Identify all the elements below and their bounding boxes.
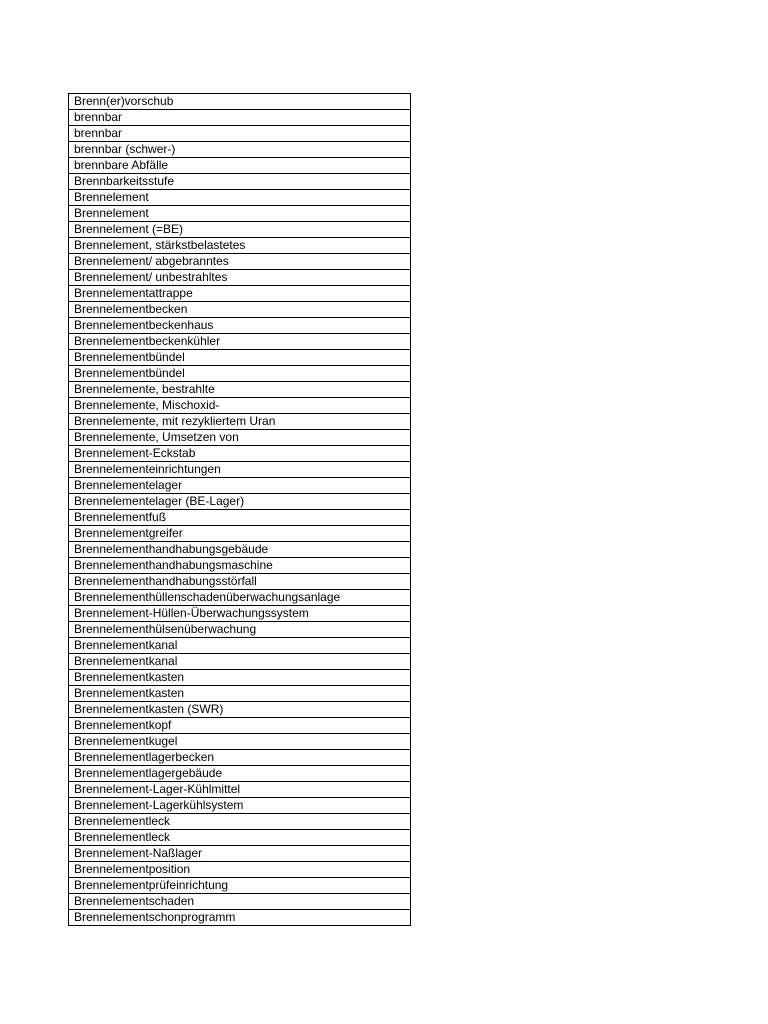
- table-row: Brennelement/ abgebranntes: [69, 254, 410, 270]
- table-row: Brennelement-Hüllen-Überwachungssystem: [69, 606, 410, 622]
- table-row: Brennelemente, Mischoxid-: [69, 398, 410, 414]
- table-row: Brennelementbeckenkühler: [69, 334, 410, 350]
- table-row: Brennelement-Lagerkühlsystem: [69, 798, 410, 814]
- table-row: Brennelement: [69, 190, 410, 206]
- table-row: Brennelemente, Umsetzen von: [69, 430, 410, 446]
- table-row: Brennelement (=BE): [69, 222, 410, 238]
- table-row: Brennelementkasten (SWR): [69, 702, 410, 718]
- table-row: Brennelementprüfeinrichtung: [69, 878, 410, 894]
- table-row: Brennelement/ unbestrahltes: [69, 270, 410, 286]
- table-row: Brennelementkanal: [69, 638, 410, 654]
- table-row: brennbar: [69, 110, 410, 126]
- table-row: Brennelementkasten: [69, 686, 410, 702]
- table-row: brennbar: [69, 126, 410, 142]
- table-row: Brennelementkugel: [69, 734, 410, 750]
- table-row: Brennelementposition: [69, 862, 410, 878]
- table-row: Brennelement-Naßlager: [69, 846, 410, 862]
- table-row: Brennelementbündel: [69, 350, 410, 366]
- table-row: Brennelementgreifer: [69, 526, 410, 542]
- table-row: Brennelementhandhabungsmaschine: [69, 558, 410, 574]
- table-row: Brenn(er)vorschub: [69, 94, 410, 110]
- table-row: Brennelementbeckenhaus: [69, 318, 410, 334]
- term-table: [68, 93, 411, 926]
- table-row: Brennelementlagergebäude: [69, 766, 410, 782]
- table-row: Brennelementbecken: [69, 302, 410, 318]
- table-row: Brennelementkasten: [69, 670, 410, 686]
- table-row: Brennelementelager (BE-Lager): [69, 494, 410, 510]
- table-row: Brennelementbündel: [69, 366, 410, 382]
- table-row: Brennelemente, bestrahlte: [69, 382, 410, 398]
- table-row: Brennelementkopf: [69, 718, 410, 734]
- table-row: Brennelement-Lager-Kühlmittel: [69, 782, 410, 798]
- table-row: Brennelementeinrichtungen: [69, 462, 410, 478]
- table-row: Brennelementhandhabungsstörfall: [69, 574, 410, 590]
- table-row: Brennelementfuß: [69, 510, 410, 526]
- table-row: brennbar (schwer-): [69, 142, 410, 158]
- table-row: Brennelementkanal: [69, 654, 410, 670]
- table-row: Brennelementhandhabungsgebäude: [69, 542, 410, 558]
- table-row: Brennelementhüllenschadenüberwachungsanlage: [69, 590, 410, 606]
- table-row: brennbare Abfälle: [69, 158, 410, 174]
- table-row: Brennelement, stärkstbelastetes: [69, 238, 410, 254]
- table-row: Brennelementleck: [69, 830, 410, 846]
- table-row: Brennelementschaden: [69, 894, 410, 910]
- table-row: Brennelementleck: [69, 814, 410, 830]
- table-row: Brennelementattrappe: [69, 286, 410, 302]
- table-row: Brennelemente, mit rezykliertem Uran: [69, 414, 410, 430]
- table-row: Brennbarkeitsstufe: [69, 174, 410, 190]
- table-row: Brennelementhülsenüberwachung: [69, 622, 410, 638]
- table-row: Brennelementelager: [69, 478, 410, 494]
- table-row: Brennelementlagerbecken: [69, 750, 410, 766]
- table-row: Brennelementschonprogramm: [69, 910, 410, 926]
- table-row: Brennelement: [69, 206, 410, 222]
- table-row: Brennelement-Eckstab: [69, 446, 410, 462]
